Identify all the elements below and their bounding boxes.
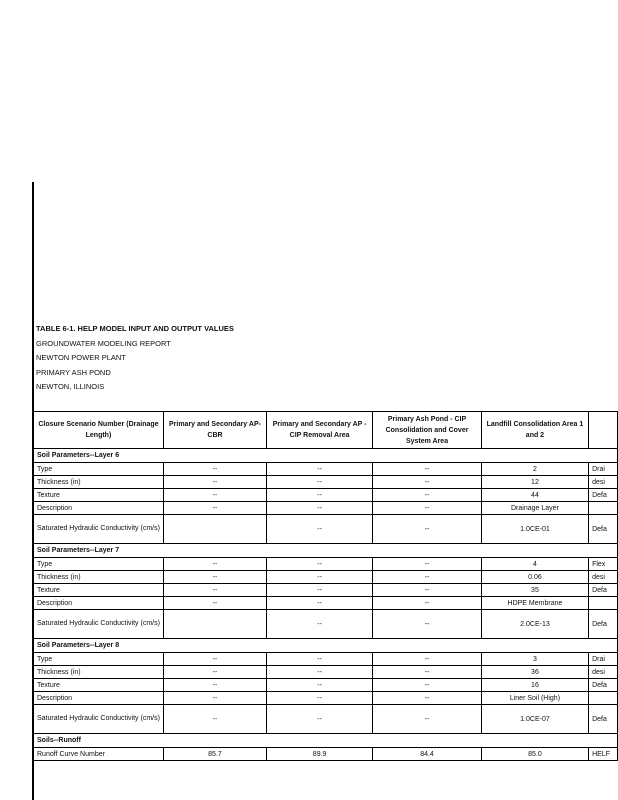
table-row xyxy=(34,558,618,571)
column-header: Primary and Secondary AP- CBR xyxy=(163,412,266,449)
section-row xyxy=(34,544,618,558)
table-cell xyxy=(589,502,618,515)
table-cell: -- xyxy=(267,515,373,544)
table-cell: Drai xyxy=(589,653,618,666)
table-cell: 85.7 xyxy=(163,748,266,761)
table-cell: 0.06 xyxy=(481,571,588,584)
help-model-table xyxy=(33,411,618,761)
section-title: Soil Parameters--Layer 7 xyxy=(34,544,618,558)
report-header xyxy=(36,322,234,395)
row-label: Type xyxy=(34,463,164,476)
table-cell: -- xyxy=(267,610,373,639)
table-cell: 1.0CE-07 xyxy=(481,705,588,734)
table-cell xyxy=(589,692,618,705)
table-cell: -- xyxy=(267,692,373,705)
row-label: Texture xyxy=(34,679,164,692)
table-cell: Defa xyxy=(589,610,618,639)
table-cell: -- xyxy=(373,489,482,502)
table-cell: -- xyxy=(373,502,482,515)
section-row xyxy=(34,639,618,653)
table-row xyxy=(34,666,618,679)
table-cell: desi xyxy=(589,571,618,584)
table-cell: -- xyxy=(373,597,482,610)
table-cell: 89.9 xyxy=(267,748,373,761)
table-cell: 16 xyxy=(481,679,588,692)
row-label: Description xyxy=(34,692,164,705)
row-label: Texture xyxy=(34,489,164,502)
table-row xyxy=(34,597,618,610)
table-cell: -- xyxy=(267,597,373,610)
row-label: Thickness (in) xyxy=(34,666,164,679)
table-cell: -- xyxy=(163,571,266,584)
table-cell: desi xyxy=(589,476,618,489)
table-cell: -- xyxy=(163,666,266,679)
table-cell: Flex xyxy=(589,558,618,571)
table-cell: -- xyxy=(373,705,482,734)
subtitle-line: NEWTON, ILLINOIS xyxy=(36,382,105,391)
table-cell: 2.0CE-13 xyxy=(481,610,588,639)
table-cell: HDPE Membrane xyxy=(481,597,588,610)
table-cell: -- xyxy=(267,571,373,584)
row-label: Saturated Hydraulic Conductivity (cm/s) xyxy=(34,705,164,734)
subtitle-line: NEWTON POWER PLANT xyxy=(36,353,126,362)
table-cell: -- xyxy=(267,705,373,734)
table-cell: -- xyxy=(267,666,373,679)
table-row xyxy=(34,679,618,692)
table-cell: 44 xyxy=(481,489,588,502)
table-cell: Liner Soil (High) xyxy=(481,692,588,705)
table-row xyxy=(34,489,618,502)
table-cell xyxy=(163,610,266,639)
table-row xyxy=(34,610,618,639)
table-cell: 4 xyxy=(481,558,588,571)
subtitle-line: GROUNDWATER MODELING REPORT xyxy=(36,338,171,348)
section-row xyxy=(34,734,618,748)
column-header: Closure Scenario Number (Drainage Length) xyxy=(34,412,164,449)
table-row xyxy=(34,515,618,544)
table-row xyxy=(34,748,618,761)
row-label: Description xyxy=(34,597,164,610)
table-cell: -- xyxy=(373,571,482,584)
table-cell: 35 xyxy=(481,584,588,597)
table-cell: -- xyxy=(163,653,266,666)
table-row xyxy=(34,584,618,597)
table-cell: -- xyxy=(373,692,482,705)
table-row xyxy=(34,571,618,584)
row-label: Type xyxy=(34,653,164,666)
table-cell: 12 xyxy=(481,476,588,489)
subtitle-line: PRIMARY ASH POND xyxy=(36,367,111,377)
table-cell: 36 xyxy=(481,666,588,679)
table-cell: Defa xyxy=(589,515,618,544)
table-cell: HELF xyxy=(589,748,618,761)
table-cell: -- xyxy=(373,584,482,597)
table-cell: Defa xyxy=(589,705,618,734)
column-header xyxy=(589,412,618,449)
table-cell xyxy=(163,515,266,544)
table-cell: -- xyxy=(267,463,373,476)
table-row xyxy=(34,502,618,515)
table-cell: -- xyxy=(373,463,482,476)
table-cell: -- xyxy=(163,584,266,597)
table-cell: -- xyxy=(163,692,266,705)
table-cell: -- xyxy=(163,705,266,734)
table-cell: -- xyxy=(163,597,266,610)
table-cell: -- xyxy=(163,489,266,502)
table-cell xyxy=(589,597,618,610)
row-label: Type xyxy=(34,558,164,571)
column-header: Primary Ash Pond - CIP Consolidation and Cover System Area xyxy=(373,412,482,449)
table-cell: -- xyxy=(267,502,373,515)
table-cell: Drai xyxy=(589,463,618,476)
table-cell: -- xyxy=(373,679,482,692)
table-cell: -- xyxy=(373,558,482,571)
table-cell: desi xyxy=(589,666,618,679)
row-label: Description xyxy=(34,502,164,515)
row-label: Thickness (in) xyxy=(34,476,164,489)
table-cell: Drainage Layer xyxy=(481,502,588,515)
table-cell: -- xyxy=(163,463,266,476)
table-cell: -- xyxy=(267,653,373,666)
table-cell: -- xyxy=(267,679,373,692)
row-label: Runoff Curve Number xyxy=(34,748,164,761)
table-cell: Defa xyxy=(589,679,618,692)
table-cell: -- xyxy=(267,476,373,489)
section-title: Soil Parameters--Layer 8 xyxy=(34,639,618,653)
table-cell: 2 xyxy=(481,463,588,476)
row-label: Saturated Hydraulic Conductivity (cm/s) xyxy=(34,610,164,639)
table-cell: -- xyxy=(373,515,482,544)
row-label: Thickness (in) xyxy=(34,571,164,584)
table-row xyxy=(34,705,618,734)
table-cell: -- xyxy=(267,584,373,597)
table-cell: -- xyxy=(267,489,373,502)
section-title: Soils--Runoff xyxy=(34,734,618,748)
table-cell: -- xyxy=(163,679,266,692)
table-cell: 84.4 xyxy=(373,748,482,761)
table-cell: 1.0CE-01 xyxy=(481,515,588,544)
table-cell: 85.0 xyxy=(481,748,588,761)
table-row xyxy=(34,463,618,476)
section-title: Soil Parameters--Layer 6 xyxy=(34,449,618,463)
column-header: Primary and Secondary AP - CIP Removal Area xyxy=(267,412,373,449)
table-cell: -- xyxy=(373,666,482,679)
table-cell: -- xyxy=(373,653,482,666)
table-cell: -- xyxy=(373,610,482,639)
table-row xyxy=(34,692,618,705)
row-label: Texture xyxy=(34,584,164,597)
table-cell: 3 xyxy=(481,653,588,666)
table-header-row xyxy=(34,412,618,449)
table-title: TABLE 6-1. HELP MODEL INPUT AND OUTPUT VALUES xyxy=(36,324,234,333)
table-cell: -- xyxy=(163,558,266,571)
column-header: Landfill Consolidation Area 1 and 2 xyxy=(481,412,588,449)
table-cell: Defa xyxy=(589,489,618,502)
table-row xyxy=(34,476,618,489)
section-row xyxy=(34,449,618,463)
table-cell: -- xyxy=(267,558,373,571)
table-cell: -- xyxy=(373,476,482,489)
table-cell: -- xyxy=(163,502,266,515)
table-cell: -- xyxy=(163,476,266,489)
row-label: Saturated Hydraulic Conductivity (cm/s) xyxy=(34,515,164,544)
table-row xyxy=(34,653,618,666)
table-cell: Defa xyxy=(589,584,618,597)
